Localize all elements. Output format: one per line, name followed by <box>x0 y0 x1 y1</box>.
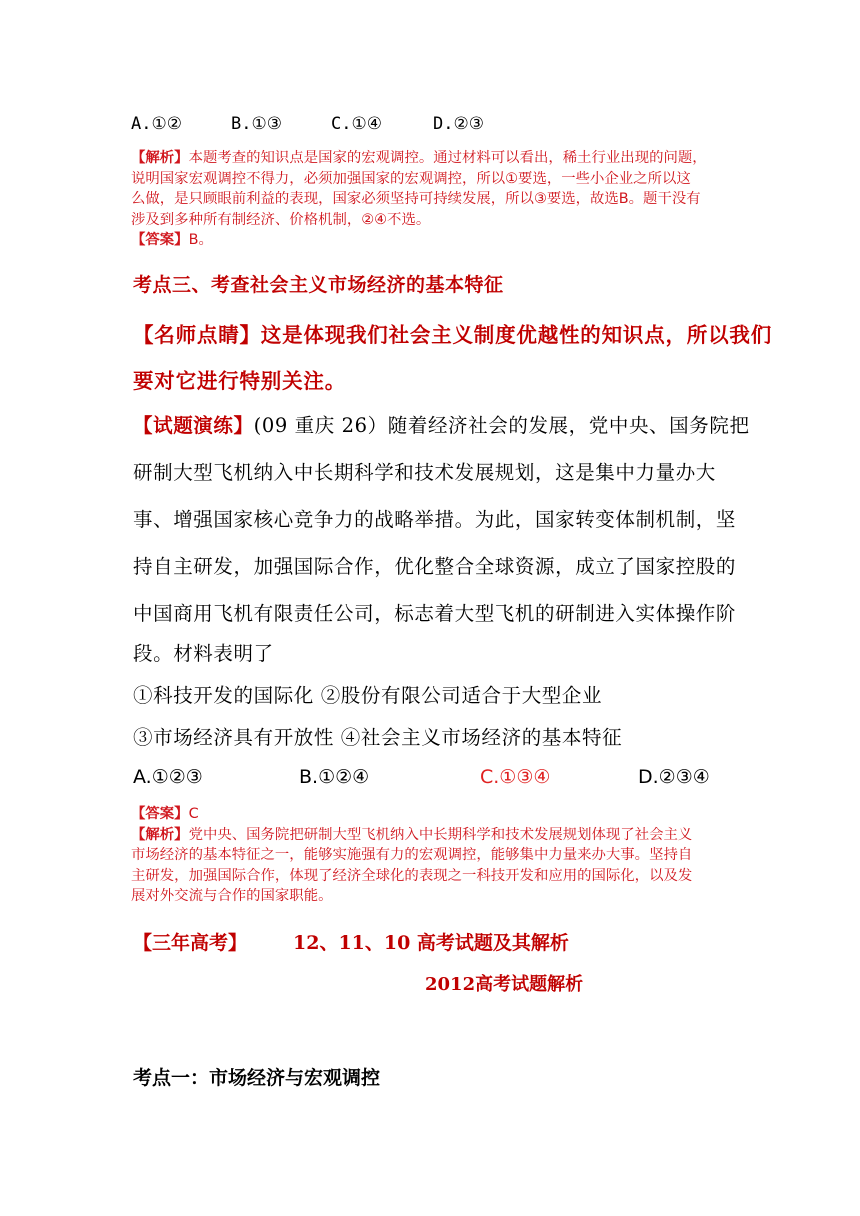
exercise-line: 持自主研发，加强国际合作，优化整合全球资源，成立了国家控股的 <box>133 555 737 578</box>
exercise-tag: 【试题演练】 <box>133 414 254 437</box>
exercise-line: 研制大型飞机纳入中长期科学和技术发展规划，这是集中力量办大 <box>133 461 716 484</box>
analysis-tag: 【解析】 <box>131 150 189 166</box>
exercise-analysis-line: 展对外交流与合作的国家职能。 <box>131 888 333 904</box>
answer-tag: 【答案】 <box>131 232 189 248</box>
exercise-analysis-line: 主研发，加强国际合作，体现了经济全球化的表现之一科技开发和应用的国际化，以及发 <box>131 867 693 884</box>
q1-answer-line <box>131 230 707 251</box>
exercise-option-c: C.①③④ <box>480 766 551 788</box>
section3-title: 考点三、考查社会主义市场经济的基本特征 <box>133 274 504 296</box>
teacher-tip-line2: 要对它进行特别关注。 <box>133 369 346 393</box>
q1-analysis-line: 说明国家宏观调控不得力，必须加强国家的宏观调控，所以①要选，一些小企业之所以这 <box>131 170 691 187</box>
q1-analysis-line: 么做，是只顾眼前利益的表现，国家必须坚持可持续发展，所以③要选，故选B。题干没有 <box>131 191 701 207</box>
exercise-line: 事、增强国家核心竞争力的战略举措。为此，国家转变体制机制，坚 <box>133 508 737 531</box>
q1-answer-value: B。 <box>188 232 213 248</box>
exercise-answer-line <box>131 804 692 825</box>
exercise-option-b: B.①②④ <box>299 766 370 788</box>
exercise-line: 中国商用飞机有限责任公司，标志着大型飞机的研制进入实体操作阶 <box>133 602 737 625</box>
q1-option-a: A.①② <box>131 114 182 134</box>
exercise-statement: ①科技开发的国际化 ②股份有限公司适合于大型企业 <box>133 684 603 707</box>
section1-title: 考点一：市场经济与宏观调控 <box>133 1067 381 1089</box>
exercise-answer-value: C <box>188 806 199 822</box>
exercise-line: 【试题演练】(09 重庆 26）随着经济社会的发展，党中央、国务院把 <box>133 414 750 437</box>
exercise-option-a: A.①②③ <box>133 766 203 788</box>
q1-analysis <box>131 148 707 251</box>
q1-option-b: B.①③ <box>231 114 282 134</box>
analysis-tag: 【解析】 <box>131 826 189 843</box>
q1-option-d: D.②③ <box>433 114 484 134</box>
year-title: 2012高考试题解析 <box>425 974 584 995</box>
exercise-line: 段。材料表明了 <box>133 642 274 665</box>
teacher-tip-line1: 【名师点睛】这是体现我们社会主义制度优越性的知识点，所以我们 <box>133 323 772 347</box>
answer-tag: 【答案】 <box>131 806 189 822</box>
exercise-analysis-line: 市场经济的基本特征之一，能够实施强有力的宏观调控，能够集中力量来办大事。坚持自 <box>131 847 693 863</box>
exercise-statement: ③市场经济具有开放性 ④社会主义市场经济的基本特征 <box>133 726 623 749</box>
three-years-tag: 【三年高考】 <box>133 932 248 954</box>
q1-option-c: C.①④ <box>331 114 382 134</box>
exercise-analysis-line: 【解析】党中央、国务院把研制大型飞机纳入中长期科学和技术发展规划体现了社会主义 <box>131 826 693 843</box>
q1-analysis-line: 【解析】本题考查的知识点是国家的宏观调控。通过材料可以看出，稀土行业出现的问题， <box>131 150 707 166</box>
exercise-option-d: D.②③④ <box>638 766 710 788</box>
q1-analysis-line: 涉及到多种所有制经济、价格机制，②④不选。 <box>131 211 431 228</box>
three-years-title: 12、11、10 高考试题及其解析 <box>293 932 569 954</box>
exercise-analysis <box>131 804 692 907</box>
